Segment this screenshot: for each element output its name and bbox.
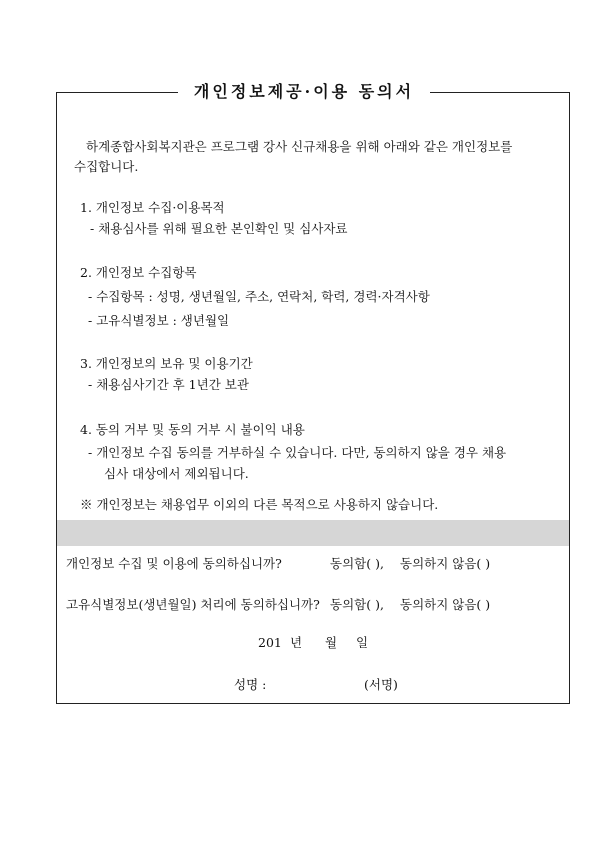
date-year: 201 bbox=[258, 635, 282, 650]
intro-line-1: 하계종합사회복지관은 프로그램 강사 신규채용을 위해 아래와 같은 개인정보를 bbox=[86, 139, 513, 154]
section-1-heading: 1. 개인정보 수집·이용목적 bbox=[80, 200, 225, 215]
section-2-item-2: - 고유식별정보 : 생년월일 bbox=[88, 313, 230, 328]
date-day-unit: 일 bbox=[356, 635, 369, 650]
section-3-item-1: - 채용심사기간 후 1년간 보관 bbox=[88, 377, 249, 392]
consent-agree-1[interactable]: 동의함( ), bbox=[330, 556, 384, 571]
section-4-item-1: - 개인정보 수집 동의를 거부하실 수 있습니다. 다만, 동의하지 않을 경우 채용 bbox=[88, 445, 507, 460]
signature-seal: (서명) bbox=[364, 677, 398, 692]
consent-disagree-1[interactable]: 동의하지 않음( ) bbox=[400, 556, 491, 571]
date-year-unit: 년 bbox=[290, 635, 303, 650]
section-4-item-2: 심사 대상에서 제외됩니다. bbox=[104, 466, 249, 481]
notice-text: ※ 개인정보는 채용업무 이외의 다른 목적으로 사용하지 않습니다. bbox=[80, 497, 439, 512]
consent-disagree-2[interactable]: 동의하지 않음( ) bbox=[400, 597, 491, 612]
section-2-heading: 2. 개인정보 수집항목 bbox=[80, 265, 197, 280]
section-2-item-1: - 수집항목 : 성명, 생년월일, 주소, 연락처, 학력, 경력·자격사항 bbox=[88, 289, 430, 304]
consent-question-2: 고유식별정보(생년월일) 처리에 동의하십니까? bbox=[66, 597, 320, 612]
section-3-heading: 3. 개인정보의 보유 및 이용기간 bbox=[80, 356, 253, 371]
section-1-item-1: - 채용심사를 위해 필요한 본인확인 및 심사자료 bbox=[90, 221, 348, 236]
divider-band bbox=[57, 520, 569, 546]
intro-line-2: 수집합니다. bbox=[74, 159, 139, 174]
signature-label: 성명 : bbox=[234, 677, 267, 692]
date-month-unit: 월 bbox=[325, 635, 338, 650]
consent-agree-2[interactable]: 동의함( ), bbox=[330, 597, 384, 612]
section-4-heading: 4. 동의 거부 및 동의 거부 시 불이익 내용 bbox=[80, 422, 305, 437]
consent-question-1: 개인정보 수집 및 이용에 동의하십니까? bbox=[66, 556, 282, 571]
document-title: 개인정보제공·이용 동의서 bbox=[178, 80, 430, 104]
